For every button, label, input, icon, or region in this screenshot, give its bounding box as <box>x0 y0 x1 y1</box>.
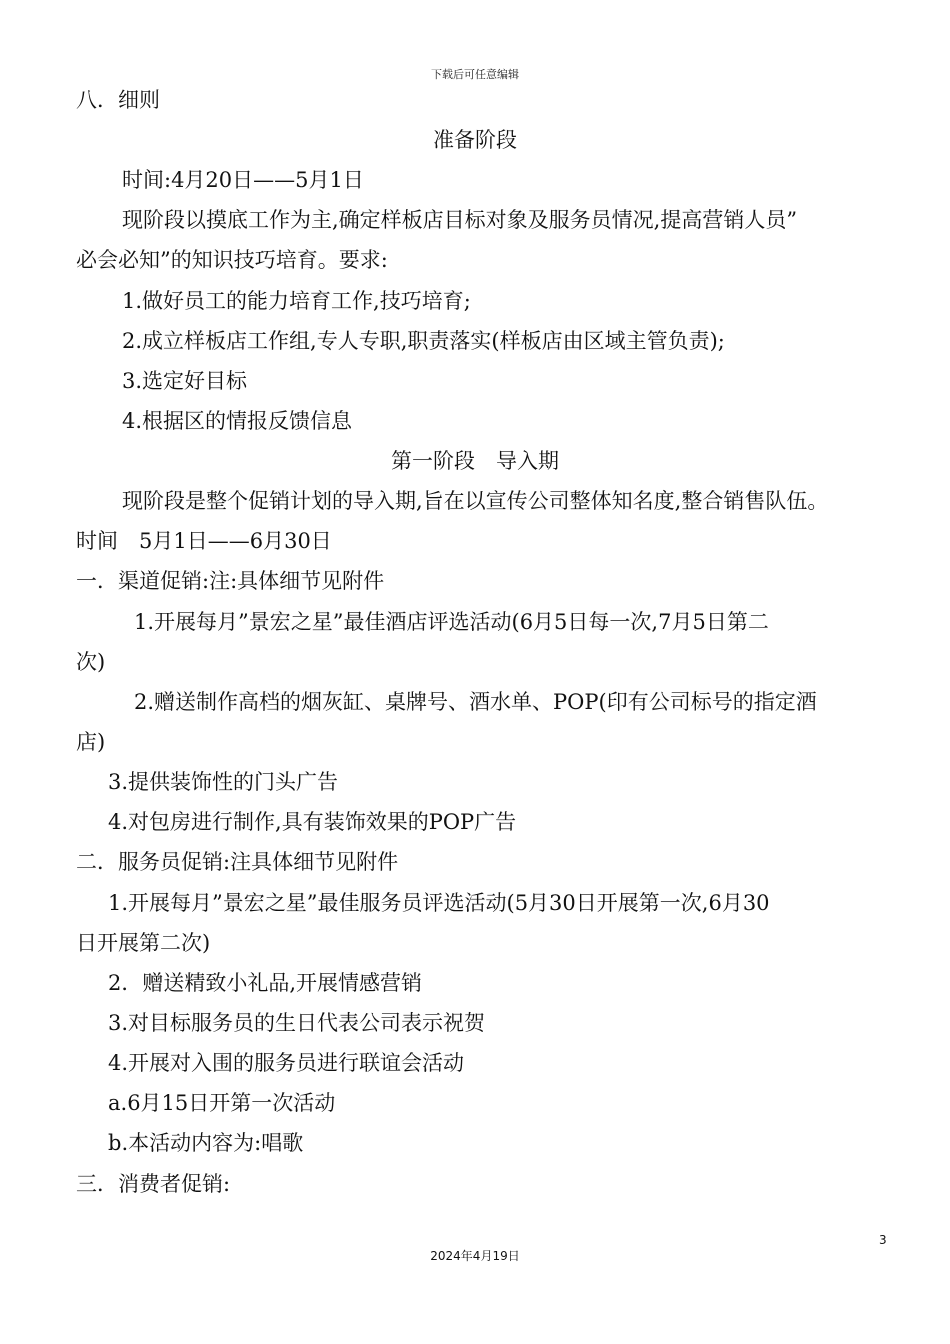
list-item: 3.选定好目标 <box>122 369 248 393</box>
stage-title-preparation: 准备阶段 <box>433 128 517 152</box>
sub-list-item: b.本活动内容为:唱歌 <box>108 1131 304 1155</box>
paragraph-line: 现阶段是整个促销计划的导入期,旨在以宣传公司整体知名度,整合销售队伍。 <box>122 489 829 513</box>
list-item: 4.对包房进行制作,具有装饰效果的POP广告 <box>108 810 517 834</box>
list-item-continuation: 店) <box>76 730 106 754</box>
paragraph-line: 时间:4月20日——5月1日 <box>122 168 364 192</box>
list-item: 4.开展对入围的服务员进行联谊会活动 <box>108 1051 465 1075</box>
sub-list-item: a.6月15日开第一次活动 <box>108 1091 336 1115</box>
list-item: 3.对目标服务员的生日代表公司表示祝贺 <box>108 1011 486 1035</box>
section-heading-1: 一．渠道促销:注:具体细节见附件 <box>76 569 385 593</box>
stage-title-intro: 第一阶段 导入期 <box>391 449 559 473</box>
paragraph-line: 现阶段以摸底工作为主,确定样板店目标对象及服务员情况,提高营销人员” <box>122 208 798 232</box>
section-heading-8: 八．细则 <box>76 88 160 112</box>
paragraph-line: 必会必知”的知识技巧培育。要求: <box>76 248 388 272</box>
list-item: 1.开展每月”景宏之星”最佳服务员评选活动(5月30日开展第一次,6月30 <box>108 891 770 915</box>
list-item: 1.开展每月”景宏之星”最佳酒店评选活动(6月5日每一次,7月5日第二 <box>134 610 769 634</box>
list-item: 1.做好员工的能力培育工作,技巧培育; <box>122 289 471 313</box>
list-item-continuation: 日开展第二次) <box>76 931 211 955</box>
list-item: 2.成立样板店工作组,专人专职,职责落实(样板店由区域主管负责); <box>122 329 725 353</box>
paragraph-line: 时间 5月1日——6月30日 <box>76 529 332 553</box>
list-item: 2.赠送制作高档的烟灰缸、桌牌号、酒水单、POP(印有公司标号的指定酒 <box>134 690 817 714</box>
section-heading-2: 二．服务员促销:注具体细节见附件 <box>76 850 399 874</box>
list-item: 4.根据区的情报反馈信息 <box>122 409 353 433</box>
footer-date: 2024年4月19日 <box>430 1249 520 1263</box>
list-item-continuation: 次) <box>76 650 106 674</box>
list-item: 3.提供装饰性的门头广告 <box>108 770 339 794</box>
list-item: 2．赠送精致小礼品,开展情感营销 <box>108 971 423 995</box>
page-header-note: 下载后可任意编辑 <box>431 68 519 81</box>
section-heading-3: 三．消费者促销: <box>76 1172 231 1196</box>
page-number: 3 <box>879 1233 887 1247</box>
